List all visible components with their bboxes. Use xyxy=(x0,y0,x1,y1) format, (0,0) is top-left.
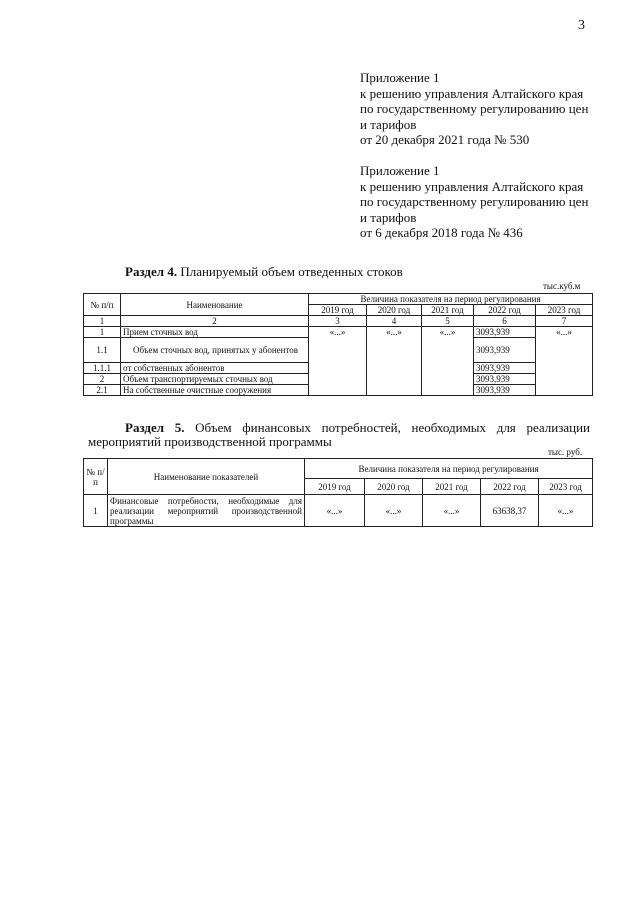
approval-line: Приложение 1 xyxy=(360,163,440,178)
section5-heading xyxy=(88,421,590,449)
row-num: 1 xyxy=(84,327,121,338)
col-number: 4 xyxy=(367,316,422,327)
section4-title: Планируемый объем отведенных стоков xyxy=(180,264,403,279)
row-num: 2 xyxy=(84,374,121,385)
row-name: от собственных абонентов xyxy=(121,363,309,374)
col-number: 1 xyxy=(84,316,121,327)
table-row xyxy=(84,495,593,527)
row-num: 1.1 xyxy=(84,338,121,363)
section4-heading xyxy=(125,264,403,280)
col-number: 2 xyxy=(121,316,309,327)
header-period: Величина показателя на период регулирования xyxy=(309,294,593,305)
header-year: 2023 год xyxy=(539,479,593,495)
header-year: 2019 год xyxy=(309,305,367,316)
header-num: № п/ п xyxy=(84,459,108,495)
placeholder-2021: «...» xyxy=(422,327,474,396)
header-year: 2019 год xyxy=(305,479,365,495)
approval-line: по государственному регулированию цен xyxy=(360,194,589,209)
col-number: 3 xyxy=(309,316,367,327)
col-number: 5 xyxy=(422,316,474,327)
section4-unit: тыс.куб.м xyxy=(543,281,581,291)
header-period: Величина показателя на период регулирования xyxy=(305,459,593,479)
section4-table xyxy=(83,293,593,396)
value-2021: «...» xyxy=(423,495,481,527)
value-2020: «...» xyxy=(365,495,423,527)
header-name: Наименование показателей xyxy=(108,459,305,495)
header-year: 2020 год xyxy=(365,479,423,495)
approval-line: и тарифов xyxy=(360,209,417,225)
approval-block-original xyxy=(360,163,588,241)
row-name: Прием сточных вод xyxy=(121,327,309,338)
section5-table xyxy=(83,458,593,527)
header-year: 2020 год xyxy=(367,305,422,316)
approval-line: к решению управления Алтайского края xyxy=(360,85,584,101)
placeholder-2020: «...» xyxy=(367,327,422,396)
section5-title: Объем финансовых потребностей, необходимых для реализации мероприятий производственной программы xyxy=(88,420,590,449)
col-number: 6 xyxy=(474,316,536,327)
row-name: Объем транспортируемых сточных вод xyxy=(121,374,309,385)
approval-line: к решению управления Алтайского края xyxy=(360,178,584,194)
page-number: 3 xyxy=(578,18,585,33)
header-year: 2021 год xyxy=(422,305,474,316)
header-year: 2023 год xyxy=(536,305,593,316)
approval-block-current xyxy=(360,70,588,148)
approval-line: и тарифов xyxy=(360,116,417,132)
value-2022: 3093,939 xyxy=(474,327,536,338)
col-number: 7 xyxy=(536,316,593,327)
header-name: Наименование xyxy=(121,294,309,316)
placeholder-2023: «...» xyxy=(536,327,593,396)
row-name: Объем сточных вод, принятых у абонентов xyxy=(121,338,309,363)
value-2023: «...» xyxy=(539,495,593,527)
value-2022: 3093,939 xyxy=(474,374,536,385)
placeholder-2019: «...» xyxy=(309,327,367,396)
row-num: 1 xyxy=(84,495,108,527)
approval-line: от 20 декабря 2021 года № 530 xyxy=(360,132,530,147)
value-2019: «...» xyxy=(305,495,365,527)
value-2022: 63638,37 xyxy=(481,495,539,527)
value-2022: 3093,939 xyxy=(474,363,536,374)
approval-line: Приложение 1 xyxy=(360,70,440,85)
section5-unit: тыс. руб. xyxy=(548,447,583,457)
row-num: 1.1.1 xyxy=(84,363,121,374)
section4-label: Раздел 4. xyxy=(125,264,178,279)
section5-label: Раздел 5. xyxy=(125,420,196,435)
value-2022: 3093,939 xyxy=(474,338,536,363)
header-year: 2022 год xyxy=(481,479,539,495)
row-num: 2.1 xyxy=(84,385,121,396)
row-name: На собственные очистные сооружения xyxy=(121,385,309,396)
approval-line: по государственному регулированию цен xyxy=(360,101,589,116)
value-2022: 3093,939 xyxy=(474,385,536,396)
table-row xyxy=(84,327,593,338)
approval-line: от 6 декабря 2018 года № 436 xyxy=(360,225,523,240)
header-num: № п/п xyxy=(84,294,121,316)
header-year: 2022 год xyxy=(474,305,536,316)
header-year: 2021 год xyxy=(423,479,481,495)
row-name: Финансовые потребности, необходимые для реализации мероприятий производственной программы xyxy=(108,495,305,527)
